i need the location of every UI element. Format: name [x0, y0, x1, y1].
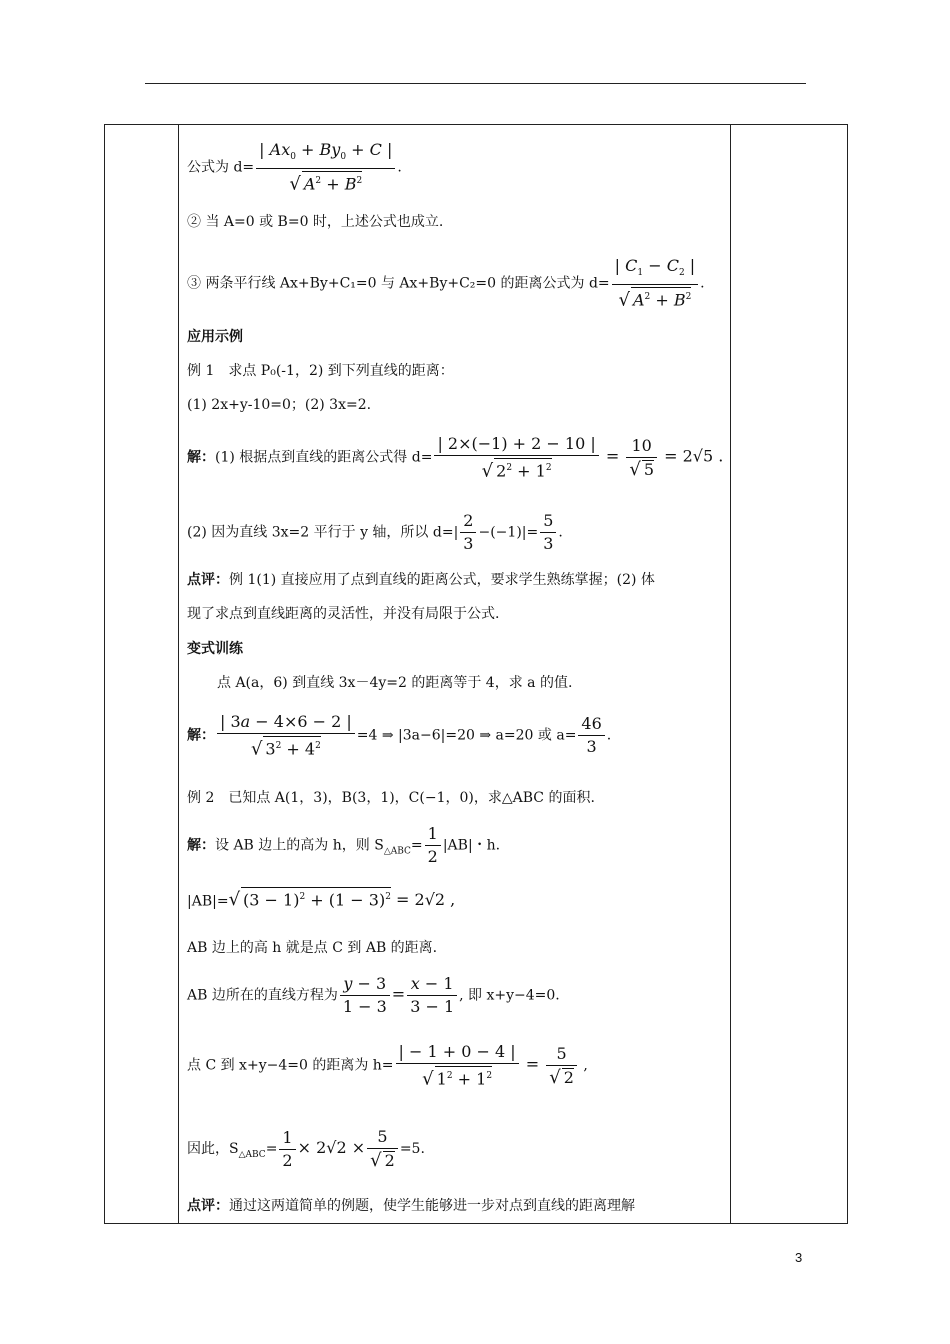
comment-2: 点评：通过这两道简单的例题，使学生能够进一步对点到直线的距离理解	[187, 1198, 635, 1214]
left-column-cell	[105, 125, 179, 1224]
variant-solution: 解： $\frac{| 3a - 4\times 6 - 2 |}{√ 3^2 + 4^2}$ =4 ⇒ |3a−6|=20 ⇒ a=20 或 a= $\frac{46}{3}$ .	[187, 712, 612, 760]
line-equation: AB 边所在的直线方程为 $\frac{y - 3}{1 - 3}$ = $\frac{x - 1}{3 - 1}$ , 即 x+y−4=0.	[187, 974, 560, 1016]
parallel-lines-formula: $\frac{| C_1 - C_2 |}{√ A^2 + B^2}$	[612, 257, 699, 310]
formula-prefix: 公式为 d=	[187, 159, 255, 176]
area-result: 因此，$S_{\triangle ABC}=$ $\frac{1}{2}$ × 2√2 × $\frac{5}{√ 2}$ =5.	[187, 1127, 425, 1171]
solution-2: (2) 因为直线 3x=2 平行于 y 轴，所以 d=| $\frac{2}{3}$ −(−1)|= $\frac{5}{3}$ .	[187, 511, 563, 553]
header-rule	[145, 83, 806, 84]
comment-1b: 现了求点到直线距离的灵活性，并没有局限于公式.	[187, 606, 500, 622]
note-3-text: ③ 两条平行线 Ax+By+C₁=0 与 Ax+By+C₂=0 的距离公式为 d=	[187, 275, 610, 292]
variant-question: 点 A(a，6) 到直线 3x－4y=2 的距离等于 4，求 a 的值.	[217, 675, 573, 691]
note-3: ③ 两条平行线 Ax+By+C₁=0 与 Ax+By+C₂=0 的距离公式为 d= $\frac{| C_1 - C_2 |}{√ A^2 + B^2}$ .	[187, 256, 705, 311]
note-2: ② 当 A=0 或 B=0 时，上述公式也成立.	[187, 214, 444, 230]
section-variant-title: 变式训练	[187, 641, 243, 657]
solution-1-text: (1) 根据点到直线的距离公式得 d=	[215, 449, 433, 466]
solution-1: 解：(1) 根据点到直线的距离公式得 d= $\frac{| 2\times(-1) + 2 - 10 |}{√ 2^2 + 1^2}$ = $\frac{10}{√ 5}$ = 2√5 .	[187, 434, 724, 482]
example-1: 例 1 求点 P₀(-1，2) 到下列直线的距离：	[187, 363, 454, 379]
height-note: AB 边上的高 h 就是点 C 到 AB 的距离.	[187, 940, 438, 956]
point-line-distance-formula: $\frac{| Ax_0 + By_0 + C |}{√ A^2 + B^2}$	[256, 141, 395, 194]
example-1-items: (1) 2x+y-10=0；(2) 3x=2.	[187, 397, 372, 413]
solution-1-fraction: $\frac{| 2\times(-1) + 2 - 10 |}{√ 2^2 + 1^2}$	[434, 435, 598, 480]
example-2: 例 2 已知点 A(1，3)，B(3，1)，C(−1，0)，求△ABC 的面积.	[187, 790, 595, 806]
solution-1-result: $\frac{10}{√ 5}$	[626, 437, 657, 479]
page-number: 3	[795, 1250, 803, 1265]
example-2-solution: 解：设 AB 边上的高为 h，则 $S_{\triangle ABC}=$ $\frac{1}{2}$ |AB|・h.	[187, 824, 501, 866]
comment-1a: 点评：例 1(1) 直接应用了点到直线的距离公式，要求学生熟练掌握；(2) 体	[187, 572, 655, 588]
solution-2-text: (2) 因为直线 3x=2 平行于 y 轴，所以 d=|	[187, 524, 459, 541]
section-apply-title: 应用示例	[187, 329, 243, 345]
lesson-table	[104, 124, 848, 1224]
formula-line: 公式为 d= $\frac{| Ax_0 + By_0 + C |}{√ A^2 + B^2}$ .	[187, 140, 402, 195]
distance-c: 点 C 到 x+y−4=0 的距离为 h= $\frac{| - 1 + 0 - 4 |}{√ 1^2 + 1^2}$ = $\frac{5}{√ 2}$ ,	[187, 1042, 588, 1090]
variant-fraction: $\frac{| 3a - 4\times 6 - 2 |}{√ 3^2 + 4^2}$	[217, 713, 355, 758]
ab-length: |AB|=√ $(3 - 1)^2 + (1 - 3)^2 = 2√2$ ,	[187, 887, 455, 910]
solution-label: 解：	[187, 449, 215, 466]
right-column-cell	[731, 125, 848, 1224]
content-cell	[179, 125, 731, 1224]
